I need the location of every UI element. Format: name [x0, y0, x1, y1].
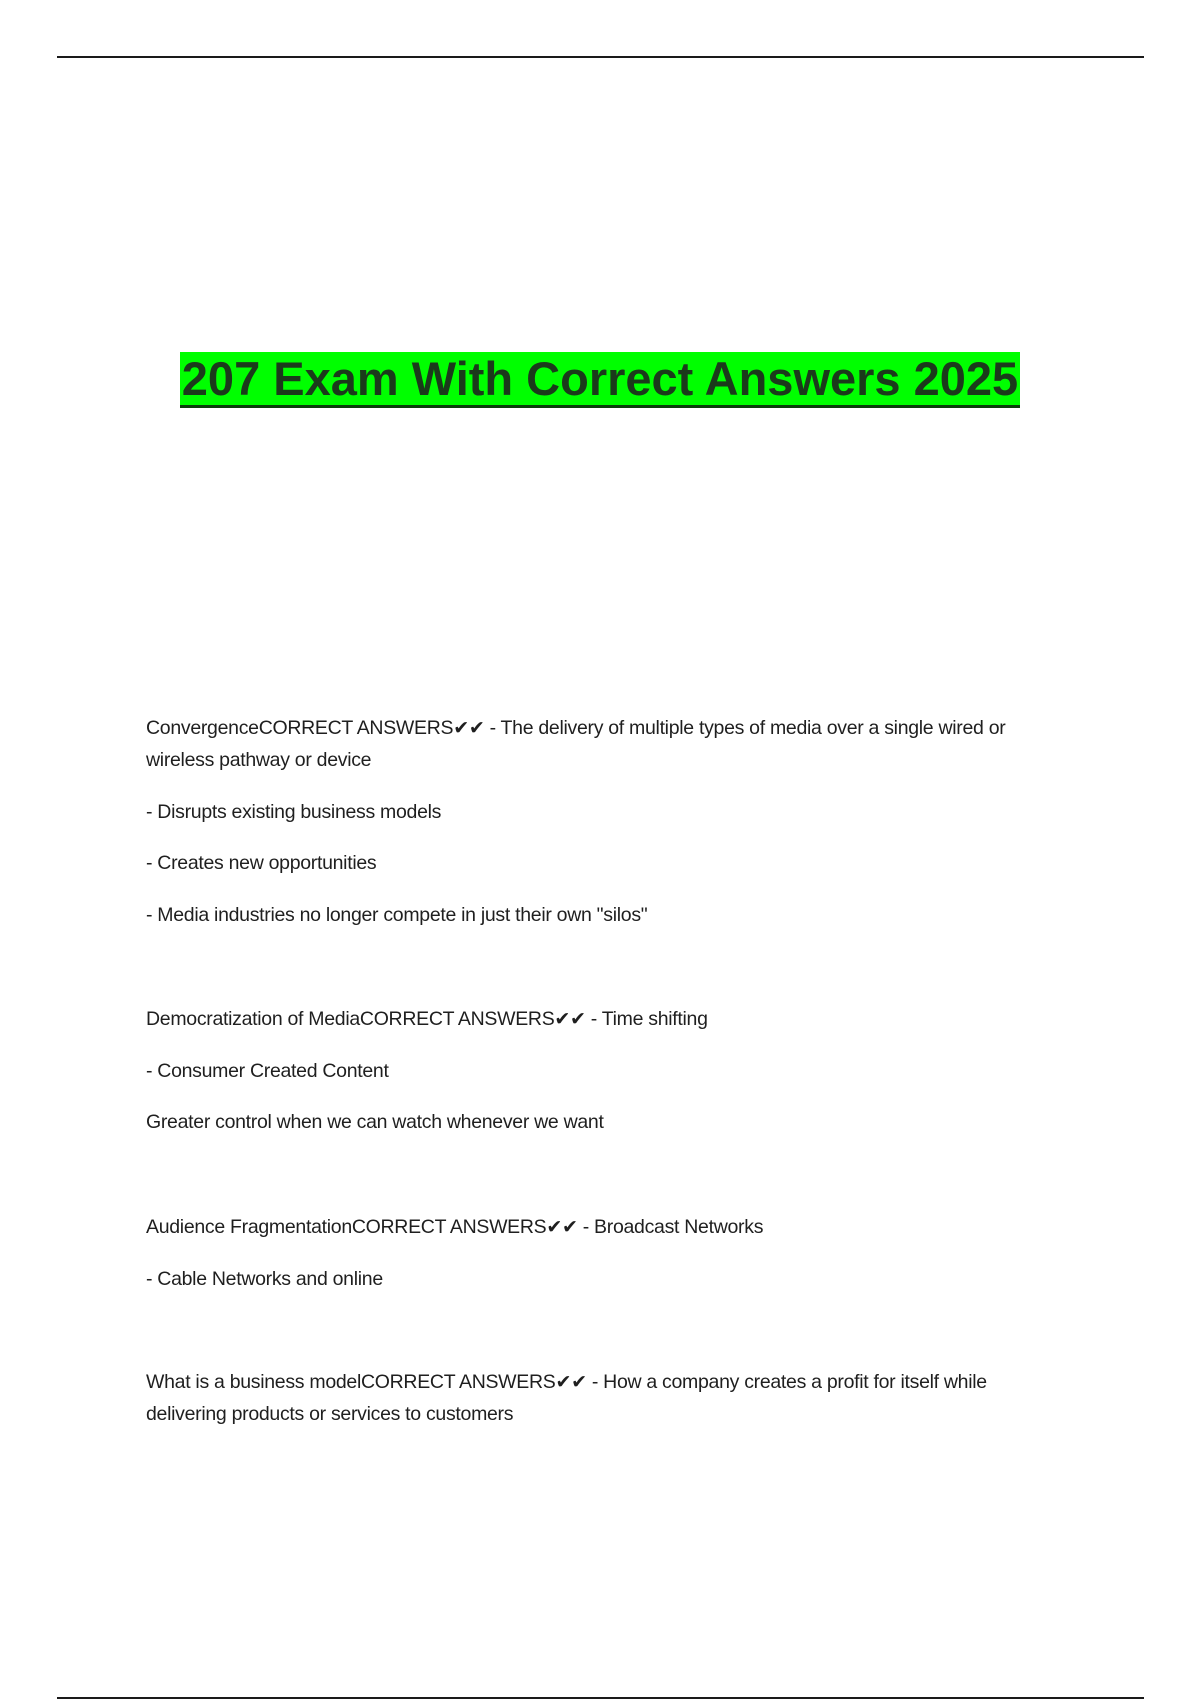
entry-term: Audience Fragmentation	[146, 1216, 352, 1238]
entry-point: - Cable Networks and online	[146, 1268, 383, 1290]
entry-point: Greater control when we can watch whenever we want	[146, 1111, 604, 1133]
bottom-rule	[57, 1697, 1144, 1699]
correct-answers-marker: CORRECT ANSWERS	[258, 717, 454, 739]
double-check-icon: ✔✔	[554, 1008, 586, 1030]
top-rule	[57, 56, 1144, 58]
double-check-icon: ✔✔	[546, 1216, 578, 1238]
entry-answer: - How a company creates a profit for itself while delivering products or services to customers	[146, 1371, 987, 1425]
entry-term: Convergence	[146, 717, 259, 739]
title-container	[0, 352, 1200, 408]
entry-question	[146, 712, 1046, 776]
entry-point: - Media industries no longer compete in just their own "silos"	[146, 904, 648, 926]
entry-answer: - Time shifting	[590, 1008, 708, 1030]
entry-question	[146, 1003, 1046, 1035]
entry-term: What is a business model	[146, 1371, 361, 1393]
entry-point: - Disrupts existing business models	[146, 801, 442, 823]
entry-point: - Consumer Created Content	[146, 1060, 389, 1082]
correct-answers-marker: CORRECT ANSWERS	[351, 1216, 547, 1238]
entry-answer: - Broadcast Networks	[582, 1216, 764, 1238]
entry-term: Democratization of Media	[146, 1008, 360, 1030]
double-check-icon: ✔✔	[555, 1371, 587, 1393]
correct-answers-marker: CORRECT ANSWERS	[359, 1008, 555, 1030]
document-title: 207 Exam With Correct Answers 2025	[180, 352, 1020, 408]
entry-point: - Creates new opportunities	[146, 852, 377, 874]
correct-answers-marker: CORRECT ANSWERS	[360, 1371, 556, 1393]
double-check-icon: ✔✔	[453, 717, 485, 739]
entry-answer: - The delivery of multiple types of media over a single wired or wireless pathway or device	[146, 717, 1006, 771]
entry-question	[146, 1211, 1046, 1243]
entry-question	[146, 1366, 1046, 1430]
